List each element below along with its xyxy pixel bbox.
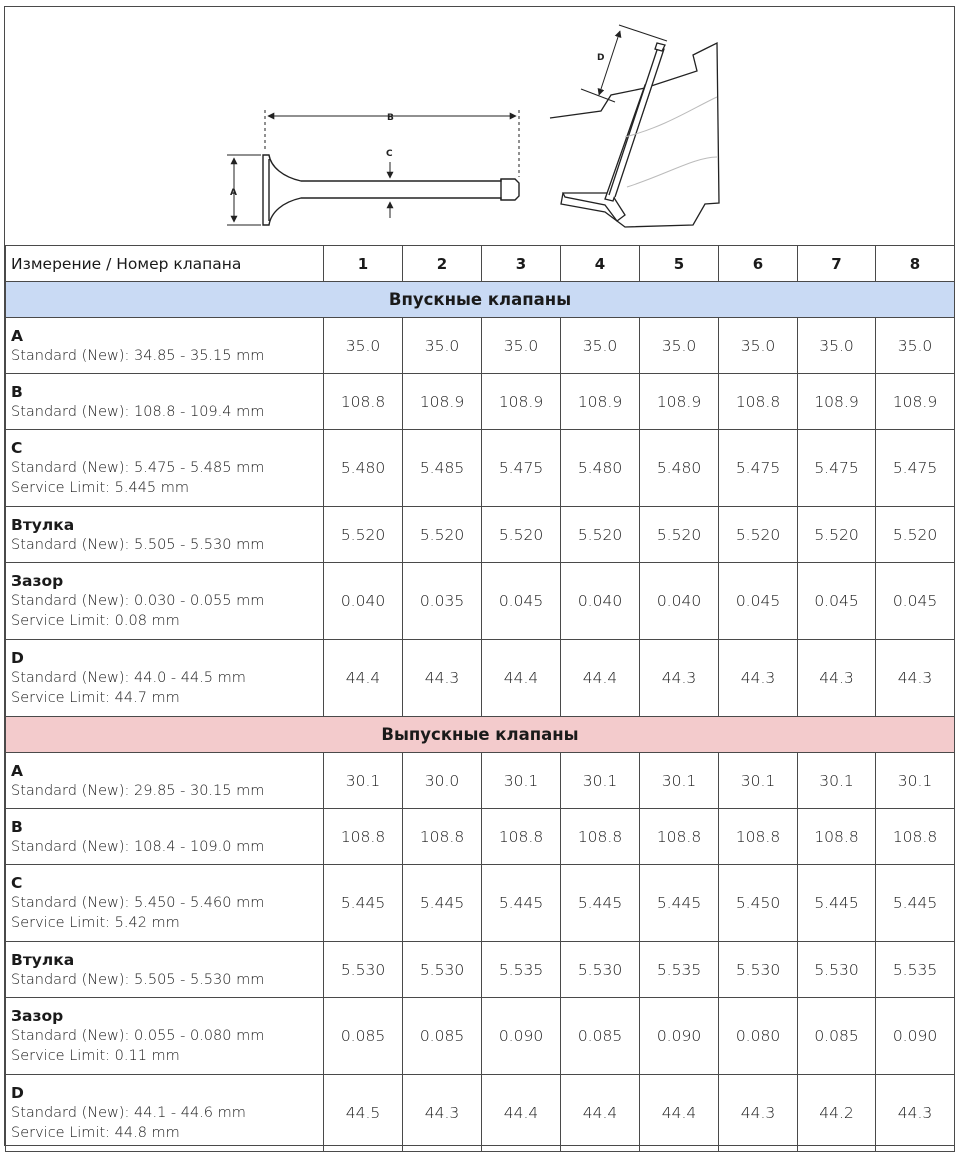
standard-spec: Standard (New): 44.1 - 44.6 mm [11,1105,246,1121]
header-valve-2: 2 [403,246,482,282]
measurement-name: Зазор [11,572,64,590]
header-valve-1: 1 [324,246,403,282]
value-cell: 5.450 [719,865,798,942]
value-cell: 35.0 [403,318,482,374]
value-cell: 35.0 [719,318,798,374]
row-label-cell [6,809,324,865]
row-label-cell [6,1075,324,1152]
row-label-cell [6,942,324,998]
value-cell: 0.035 [403,563,482,640]
value-cell: 30.1 [798,753,876,809]
value-cell: 44.3 [403,640,482,717]
value-cell: 0.045 [798,563,876,640]
standard-spec: Standard (New): 0.055 - 0.080 mm [11,1028,265,1044]
value-cell: 0.085 [561,998,640,1075]
row-label-cell [6,563,324,640]
value-cell: 5.475 [798,430,876,507]
value-cell: 44.2 [798,1075,876,1152]
value-cell: 30.0 [403,753,482,809]
value-cell: 44.4 [482,640,561,717]
value-cell: 5.530 [403,942,482,998]
table-row [6,809,955,865]
value-cell: 108.9 [876,374,955,430]
value-cell: 0.080 [719,998,798,1075]
value-cell: 0.090 [482,998,561,1075]
service-limit-spec: Service Limit: 44.8 mm [11,1125,180,1141]
value-cell: 30.1 [561,753,640,809]
section-title: Впускные клапаны [6,282,955,318]
value-cell: 0.090 [640,998,719,1075]
value-cell: 35.0 [482,318,561,374]
value-cell: 35.0 [640,318,719,374]
measurement-name: D [11,649,24,667]
value-cell: 5.445 [561,865,640,942]
table-row [6,430,955,507]
measurement-name: Зазор [11,1007,64,1025]
section-title: Выпускные клапаны [6,717,955,753]
measurement-name: B [11,817,23,836]
value-cell: 44.5 [324,1075,403,1152]
value-cell: 44.3 [876,1075,955,1152]
value-cell: 108.9 [561,374,640,430]
value-cell: 108.8 [403,809,482,865]
header-valve-7: 7 [798,246,876,282]
service-limit-spec: Service Limit: 44.7 mm [11,690,180,706]
value-cell: 5.520 [324,507,403,563]
value-cell: 108.9 [482,374,561,430]
valve-measurements-table [5,245,955,1152]
value-cell: 0.085 [324,998,403,1075]
table-row [6,865,955,942]
value-cell: 108.8 [798,809,876,865]
value-cell: 5.535 [876,942,955,998]
value-cell: 5.480 [640,430,719,507]
value-cell: 108.8 [482,809,561,865]
value-cell: 44.4 [640,1075,719,1152]
value-cell: 108.8 [324,374,403,430]
table-row [6,374,955,430]
value-cell: 108.8 [561,809,640,865]
service-limit-spec: Service Limit: 5.445 mm [11,480,190,496]
header-valve-6: 6 [719,246,798,282]
table-row [6,507,955,563]
table-row [6,640,955,717]
row-label-cell [6,640,324,717]
header-measurement-label: Измерение / Номер клапана [6,246,324,282]
value-cell: 44.4 [482,1075,561,1152]
service-limit-spec: Service Limit: 0.11 mm [11,1048,180,1064]
standard-spec: Standard (New): 108.8 - 109.4 mm [11,403,265,420]
measurement-name: B [11,382,23,401]
value-cell: 35.0 [876,318,955,374]
row-label-cell [6,507,324,563]
value-cell: 5.485 [403,430,482,507]
value-cell: 30.1 [482,753,561,809]
measurement-name: Втулка [11,515,75,534]
label-a: A [230,188,237,198]
value-cell: 108.9 [798,374,876,430]
value-cell: 30.1 [324,753,403,809]
label-c: C [386,149,393,159]
value-cell: 5.445 [324,865,403,942]
value-cell: 44.3 [719,640,798,717]
table-row [6,942,955,998]
value-cell: 5.475 [719,430,798,507]
value-cell: 35.0 [798,318,876,374]
value-cell: 44.4 [324,640,403,717]
label-d: D [597,53,605,63]
row-label-cell [6,430,324,507]
value-cell: 5.445 [403,865,482,942]
value-cell: 35.0 [324,318,403,374]
value-cell: 108.8 [640,809,719,865]
measurement-name: A [11,761,23,780]
measurement-name: C [11,439,23,457]
value-cell: 30.1 [640,753,719,809]
service-limit-spec: Service Limit: 0.08 mm [11,613,180,629]
standard-spec: Standard (New): 5.505 - 5.530 mm [11,971,265,988]
table-header-row [6,246,955,282]
value-cell: 5.520 [640,507,719,563]
header-valve-3: 3 [482,246,561,282]
service-limit-spec: Service Limit: 5.42 mm [11,915,180,931]
value-cell: 5.520 [403,507,482,563]
table-row [6,753,955,809]
value-cell: 5.480 [324,430,403,507]
value-cell: 108.8 [719,374,798,430]
value-cell: 44.4 [561,640,640,717]
valve-diagram [5,7,954,246]
value-cell: 108.8 [876,809,955,865]
standard-spec: Standard (New): 5.505 - 5.530 mm [11,536,265,553]
value-cell: 5.445 [640,865,719,942]
standard-spec: Standard (New): 44.0 - 44.5 mm [11,670,246,686]
value-cell: 30.1 [719,753,798,809]
value-cell: 5.520 [482,507,561,563]
value-cell: 0.040 [640,563,719,640]
table-body [6,282,955,1152]
value-cell: 108.8 [719,809,798,865]
value-cell: 5.445 [876,865,955,942]
value-cell: 44.4 [561,1075,640,1152]
value-cell: 0.040 [561,563,640,640]
value-cell: 0.040 [324,563,403,640]
standard-spec: Standard (New): 5.450 - 5.460 mm [11,895,265,911]
value-cell: 0.045 [876,563,955,640]
value-cell: 5.530 [324,942,403,998]
table-row [6,318,955,374]
value-cell: 44.3 [798,640,876,717]
value-cell: 5.520 [876,507,955,563]
value-cell: 5.445 [482,865,561,942]
value-cell: 5.445 [798,865,876,942]
value-cell: 5.530 [719,942,798,998]
label-b: B [387,113,394,123]
measurement-name: A [11,326,23,345]
value-cell: 0.090 [876,998,955,1075]
value-cell: 108.9 [640,374,719,430]
value-cell: 5.535 [640,942,719,998]
value-cell: 44.3 [403,1075,482,1152]
value-cell: 108.9 [403,374,482,430]
measurement-name: D [11,1084,24,1102]
value-cell: 5.475 [876,430,955,507]
value-cell: 35.0 [561,318,640,374]
value-cell: 0.085 [798,998,876,1075]
section-header-row [6,282,955,318]
table-row [6,1075,955,1152]
measurement-name: Втулка [11,950,75,969]
value-cell: 44.3 [719,1075,798,1152]
value-cell: 5.520 [798,507,876,563]
value-cell: 44.3 [640,640,719,717]
row-label-cell [6,865,324,942]
value-cell: 0.085 [403,998,482,1075]
section-header-row [6,717,955,753]
standard-spec: Standard (New): 0.030 - 0.055 mm [11,593,265,609]
value-cell: 5.475 [482,430,561,507]
value-cell: 44.3 [876,640,955,717]
value-cell: 30.1 [876,753,955,809]
value-cell: 5.520 [719,507,798,563]
row-label-cell [6,318,324,374]
standard-spec: Standard (New): 29.85 - 30.15 mm [11,782,265,799]
measurement-name: C [11,874,23,892]
row-label-cell [6,753,324,809]
value-cell: 5.480 [561,430,640,507]
row-label-cell [6,374,324,430]
document-frame [4,6,955,1146]
value-cell: 0.045 [719,563,798,640]
value-cell: 5.520 [561,507,640,563]
value-cell: 108.8 [324,809,403,865]
valve-diagram-svg [5,7,954,245]
header-valve-5: 5 [640,246,719,282]
value-cell: 5.535 [482,942,561,998]
standard-spec: Standard (New): 34.85 - 35.15 mm [11,347,265,364]
header-valve-4: 4 [561,246,640,282]
standard-spec: Standard (New): 5.475 - 5.485 mm [11,460,265,476]
value-cell: 5.530 [561,942,640,998]
standard-spec: Standard (New): 108.4 - 109.0 mm [11,838,265,855]
value-cell: 5.530 [798,942,876,998]
cylinder-head-section [550,43,719,227]
value-cell: 0.045 [482,563,561,640]
valve-shape [263,155,519,225]
table-row [6,998,955,1075]
header-valve-8: 8 [876,246,955,282]
table-row [6,563,955,640]
row-label-cell [6,998,324,1075]
